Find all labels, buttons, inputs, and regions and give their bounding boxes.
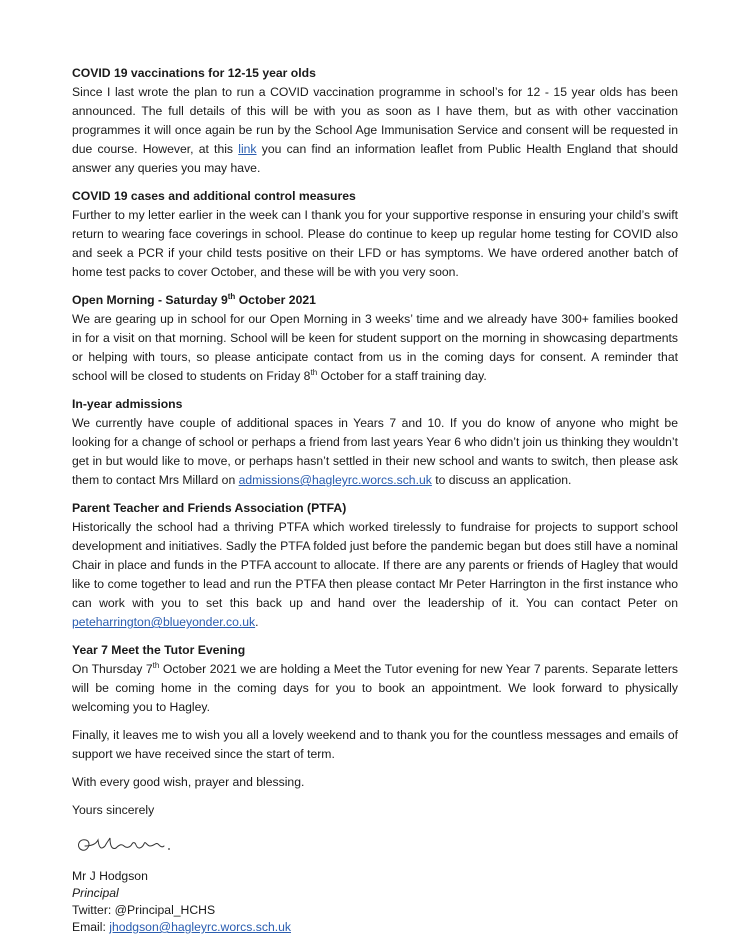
section-heading: Parent Teacher and Friends Association (PTFA) (72, 501, 347, 515)
ptfa-email-link[interactable]: peteharrington@blueyonder.co.uk (72, 615, 256, 629)
body-text: October for a staff training day. (317, 369, 487, 383)
handwritten-signature (72, 826, 678, 866)
ordinal-suffix: th (310, 367, 318, 377)
body-text: On Thursday 7 (72, 662, 153, 676)
body-text: We are gearing up in school for our Open Morning in 3 weeks’ time and we already have 300+ families booked in for a visit on that morning. School will be keen for student support on the morning in showcasing departments or helping with tours, so please anticipate contact from us in the coming days for consent. A reminder that school will be closed to students on Friday 8 (72, 312, 678, 383)
signatory-twitter: Twitter: @Principal_HCHS (72, 903, 216, 917)
body-text: We currently have couple of additional spaces in Years 7 and 10. If you do know of anyone who might be looking for a change of school or perhaps a friend from last years Year 6 who didn’t join us thinking they wouldn’t get in but would like to move, or perhaps hasn’t settled in their new school and wants to switch, then please ask them to contact Mrs Millard on (72, 416, 678, 487)
section-body (72, 518, 678, 632)
heading-text: October 2021 (235, 293, 316, 307)
closing-wish: With every good wish, prayer and blessing. (72, 775, 305, 789)
sign-off: Yours sincerely (72, 803, 155, 817)
section-body (72, 83, 678, 178)
section-covid-cases (72, 187, 678, 282)
signatory-role: Principal (72, 886, 119, 900)
signatory-name: Mr J Hodgson (72, 869, 148, 883)
section-body (72, 310, 678, 386)
section-heading (72, 291, 678, 310)
heading-text: Open Morning - Saturday 9 (72, 293, 228, 307)
leaflet-link[interactable]: link (238, 142, 257, 156)
section-covid-vaccinations (72, 64, 678, 178)
body-text: October 2021 we are holding a Meet the Tutor evening for new Year 7 parents. Separate letters will be coming home in the coming days for you to book an appointment. We look forward to physically welcoming you to Hagley. (72, 662, 678, 714)
admissions-email-link[interactable]: admissions@hagleyrc.worcs.sch.uk (238, 473, 432, 487)
principal-email-link[interactable]: jhodgson@hagleyrc.worcs.sch.uk (109, 920, 291, 934)
body-text: to discuss an application. (431, 473, 572, 487)
section-open-morning (72, 291, 678, 386)
section-heading: Year 7 Meet the Tutor Evening (72, 643, 246, 657)
signature-icon (72, 826, 182, 866)
section-heading: In-year admissions (72, 397, 183, 411)
section-heading: COVID 19 vaccinations for 12-15 year olds (72, 66, 316, 80)
section-body (72, 660, 678, 717)
section-heading: COVID 19 cases and additional control measures (72, 189, 356, 203)
ordinal-suffix: th (152, 660, 160, 670)
email-label: Email: (72, 920, 110, 934)
signatory-block (72, 868, 678, 936)
section-meet-the-tutor (72, 641, 678, 717)
section-body (72, 414, 678, 490)
body-text: Historically the school had a thriving PTFA which worked tirelessly to fundraise for projects to support school development and initiatives. Sadly the PTFA folded just before the pandemic began but does still have a nominal Chair in place and funds in the PTFA account to allocate. If there are any parents or friends of Hagley that would like to come together to lead and run the PTFA then please contact Mr Peter Harrington in the first instance who can work with you to set this back up and hand over the leadership of it. You can contact Peter on (72, 520, 678, 610)
body-text: . (255, 615, 259, 629)
letter-page (72, 64, 678, 936)
signatory-email-line (72, 919, 678, 936)
closing-paragraph: Finally, it leaves me to wish you all a lovely weekend and to thank you for the countless messages and emails of support we have received since the start of term. (72, 728, 678, 761)
body-text: Since I last wrote the plan to run a COVID vaccination programme in school’s for 12 - 15 year olds has been announced. The full details of this will be with you as soon as I have them, but as with other vaccination programmes it will once again be run by the School Age Immunisation Service and consent will be requested in due course. However, at this (72, 85, 678, 156)
section-in-year-admissions (72, 395, 678, 490)
ordinal-suffix: th (227, 291, 236, 301)
body-text: you can find an information leaflet from Public Health England that should answer any queries you may have. (72, 142, 678, 175)
section-ptfa (72, 499, 678, 632)
section-body: Further to my letter earlier in the week can I thank you for your supportive response in ensuring your child’s swift return to wearing face coverings in school. Please do continue to keep up regular home testing for COVID also and seek a PCR if your child tests positive on their LFD or has symptoms. We have ordered another batch of home test packs to cover October, and these will be with you very soon. (72, 208, 678, 279)
